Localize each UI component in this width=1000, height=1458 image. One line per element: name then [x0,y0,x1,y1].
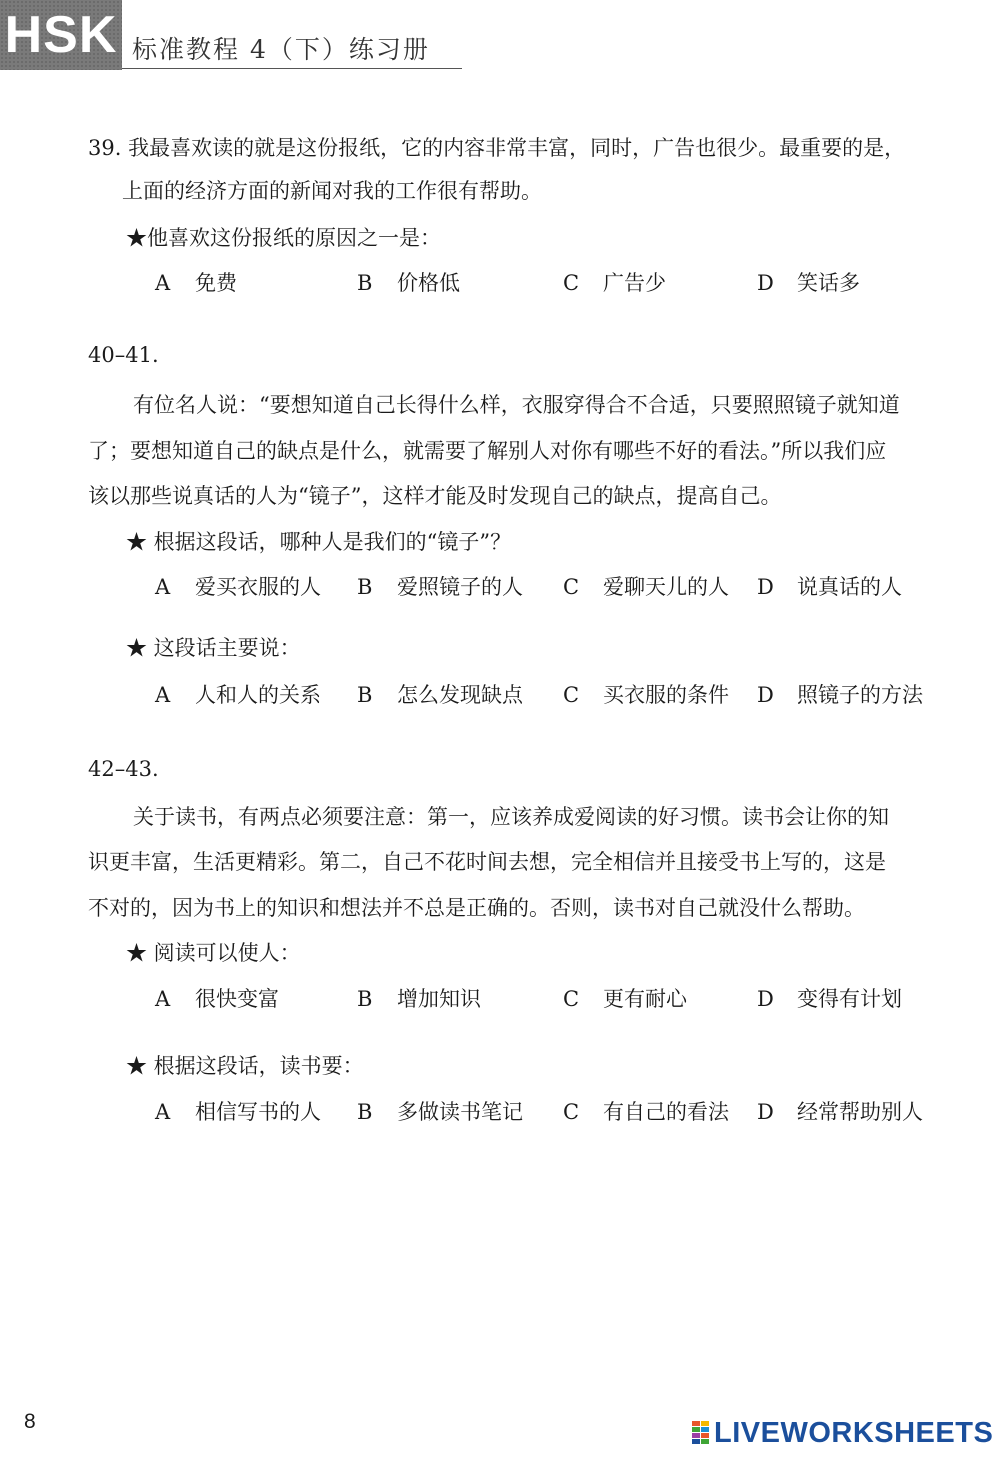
liveworksheets-text: LIVEWORKSHEETS [714,1416,994,1449]
q43-option-d[interactable] [757,1096,923,1126]
q40-41-passage-line-2: 了；要想知道自己的缺点是什么，就需要了解别人对你有哪些不好的看法。”所以我们应 [88,439,887,463]
option-text: 怎么发现缺点 [397,683,523,707]
option-text: 变得有计划 [797,987,902,1011]
q40-option-d[interactable] [757,571,902,601]
option-letter: A [155,575,171,599]
option-text: 人和人的关系 [195,683,321,707]
header-divider [122,68,462,69]
q39-text-line-2: 上面的经济方面的新闻对我的工作很有帮助。 [122,179,542,203]
option-letter: D [757,987,774,1011]
q43-option-b[interactable] [357,1096,523,1126]
q43-question: ★ 根据这段话，读书要： [126,1054,364,1078]
q42-43-passage-line-1: 关于读书，有两点必须要注意：第一，应该养成爱阅读的好习惯。读书会让你的知 [133,805,889,829]
option-text: 很快变富 [195,987,279,1011]
option-letter: C [563,1100,580,1124]
option-letter: A [155,1100,171,1124]
q42-option-c[interactable] [563,983,687,1013]
q42-option-a[interactable] [155,983,279,1013]
q40-41-passage-line-3: 该以那些说真话的人为“镜子”，这样才能及时发现自己的缺点，提高自己。 [88,484,782,508]
q39-option-a[interactable] [155,267,237,297]
q43-option-c[interactable] [563,1096,729,1126]
option-letter: C [563,683,580,707]
option-text: 多做读书笔记 [397,1100,523,1124]
option-text: 照镜子的方法 [797,683,923,707]
q40-question: ★ 根据这段话，哪种人是我们的“镜子”？ [126,530,512,554]
option-text: 更有耐心 [603,987,687,1011]
option-text: 增加知识 [397,987,481,1011]
q40-41-number: 40–41. [88,343,159,367]
option-text: 经常帮助别人 [797,1100,923,1124]
page-number: 8 [24,1410,36,1433]
option-text: 爱买衣服的人 [195,575,321,599]
option-letter: C [563,987,580,1011]
option-letter: B [357,575,373,599]
option-letter: B [357,1100,373,1124]
option-letter: D [757,575,774,599]
option-letter: A [155,271,171,295]
option-text: 广告少 [603,271,666,295]
q42-question: ★ 阅读可以使人： [126,941,301,965]
hsk-logo: HSK [0,0,122,70]
option-letter: B [357,683,373,707]
q40-41-passage-line-1: 有位名人说：“要想知道自己长得什么样，衣服穿得合不合适，只要照照镜子就知道 [133,393,900,417]
option-letter: D [757,271,774,295]
option-letter: B [357,987,373,1011]
q40-option-c[interactable] [563,571,729,601]
q41-option-c[interactable] [563,679,729,709]
option-text: 免费 [195,271,237,295]
option-letter: B [357,271,373,295]
option-letter: D [757,683,774,707]
option-letter: C [563,575,580,599]
q42-option-b[interactable] [357,983,481,1013]
q40-option-b[interactable] [357,571,523,601]
q41-option-b[interactable] [357,679,523,709]
book-title: 标准教程 4（下）练习册 [132,35,430,64]
q41-question: ★ 这段话主要说： [126,636,301,660]
option-text: 爱照镜子的人 [397,575,523,599]
option-text: 爱聊天儿的人 [603,575,729,599]
q42-option-d[interactable] [757,983,902,1013]
option-letter: C [563,271,580,295]
q39-option-b[interactable] [357,267,460,297]
q39-option-d[interactable] [757,267,860,297]
liveworksheets-logo[interactable] [692,1418,993,1448]
q40-option-a[interactable] [155,571,321,601]
option-letter: A [155,987,171,1011]
option-letter: A [155,683,171,707]
option-text: 有自己的看法 [603,1100,729,1124]
option-text: 价格低 [397,271,460,295]
q41-option-a[interactable] [155,679,321,709]
q39-option-c[interactable] [563,267,666,297]
q42-43-passage-line-3: 不对的，因为书上的知识和想法并不总是正确的。否则，读书对自己就没什么帮助。 [88,896,865,920]
option-letter: D [757,1100,774,1124]
option-text: 笑话多 [797,271,860,295]
option-text: 相信写书的人 [195,1100,321,1124]
q43-option-a[interactable] [155,1096,321,1126]
q41-option-d[interactable] [757,679,923,709]
q42-43-passage-line-2: 识更丰富，生活更精彩。第二，自己不花时间去想，完全相信并且接受书上写的，这是 [88,850,886,874]
option-text: 买衣服的条件 [603,683,729,707]
q42-43-number: 42–43. [88,757,159,781]
liveworksheets-icon [692,1421,710,1445]
option-text: 说真话的人 [797,575,902,599]
q39-question: ★他喜欢这份报纸的原因之一是： [126,226,441,250]
q39-text-line-1: 39. 我最喜欢读的就是这份报纸，它的内容非常丰富，同时，广告也很少。最重要的是， [88,136,906,160]
